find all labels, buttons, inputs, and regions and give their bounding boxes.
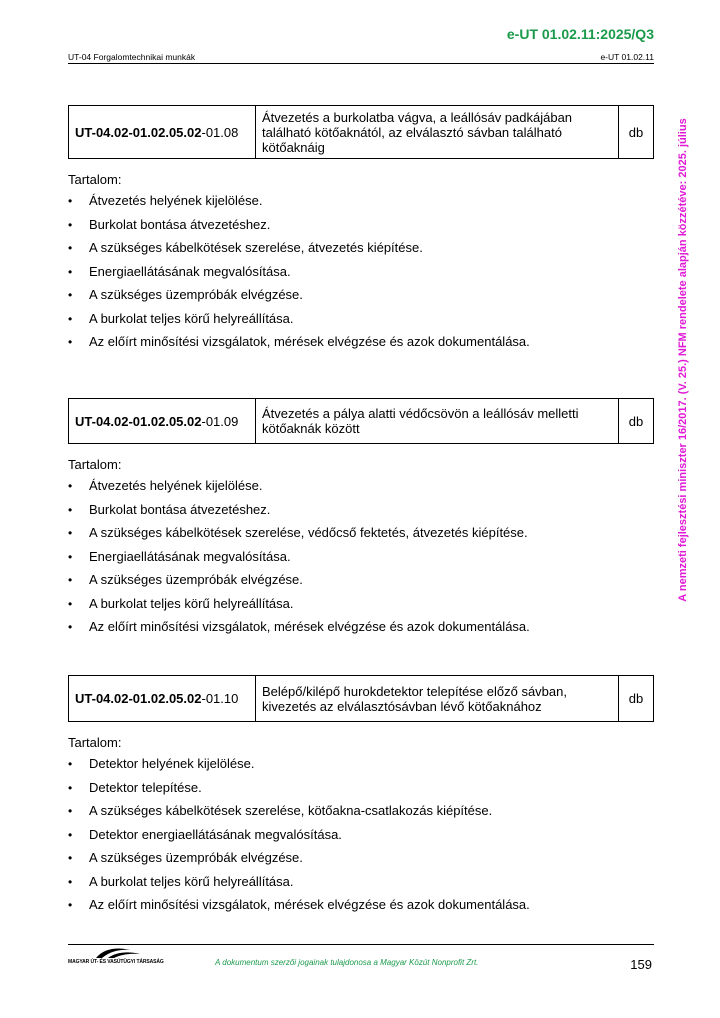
item-code (69, 106, 256, 159)
content-label: Tartalom: (68, 735, 122, 750)
bullet-icon: • (68, 780, 73, 795)
list-item (68, 572, 654, 596)
content-list (68, 478, 654, 643)
bullet-icon: • (68, 620, 73, 634)
list-item-text: Az előírt minősítési vizsgálatok, mérések elvégzése és azok dokumentálása. (89, 897, 530, 912)
list-item-text: A burkolat teljes körű helyreállítása. (89, 595, 294, 611)
list-item-text: A szükséges üzempróbák elvégzése. (89, 287, 303, 302)
copyright-note: A dokumentum szerzői jogainak tulajdonosa a Magyar Közút Nonprofit Zrt. (215, 958, 479, 967)
item-unit: db (619, 676, 654, 722)
list-item (68, 780, 654, 804)
item-description: Belépő/kilépő hurokdetektor telepítése előző sávban, kivezetés az elválasztósávban lévő kötőaknához (256, 676, 619, 722)
content-label: Tartalom: (68, 457, 122, 472)
logo-swoosh-icon (68, 946, 163, 960)
list-item-text: A szükséges üzempróbák elvégzése. (89, 572, 303, 587)
logo-text: MAGYAR ÚT- ÉS VASÚTÜGYI TÁRSASÁG (68, 959, 164, 965)
content-list (68, 756, 654, 921)
list-item-text: A burkolat teljes körű helyreállítása. (89, 310, 294, 326)
item-code (69, 399, 256, 444)
list-item (68, 240, 654, 264)
list-item (68, 596, 654, 620)
list-item-text: A szükséges kábelkötések szerelése, kötőakna-csatlakozás kiépítése. (89, 803, 493, 818)
list-item-text: Burkolat bontása átvezetéshez. (89, 501, 271, 517)
list-item-text: Átvezetés helyének kijelölése. (89, 478, 263, 493)
bullet-icon: • (68, 335, 73, 349)
list-item (68, 217, 654, 241)
running-header (68, 50, 654, 64)
list-item (68, 193, 654, 217)
list-item-text: Burkolat bontása átvezetéshez. (89, 216, 271, 232)
item-code (69, 676, 256, 722)
side-publication-note (668, 90, 698, 630)
item-header-table (68, 398, 654, 444)
bullet-icon: • (68, 757, 73, 771)
item-unit: db (619, 399, 654, 444)
item-code-bold: UT-04.02-01.02.05.02 (75, 124, 202, 140)
list-item-text: A szükséges kábelkötések szerelése, védőcső fektetés, átvezetés kiépítése. (89, 525, 528, 540)
item-description: Átvezetés a burkolatba vágva, a leállósáv padkájában található kötőaknától, az elválasztó sávban található kötőaknáig (256, 106, 619, 159)
header-doc-ref: e-UT 01.02.11 (600, 52, 654, 62)
list-item-text: Detektor telepítése. (89, 779, 202, 795)
bullet-icon: • (68, 194, 73, 208)
bullet-icon: • (68, 804, 73, 818)
bullet-icon: • (68, 549, 73, 564)
list-item (68, 850, 654, 874)
bullet-icon: • (68, 241, 73, 255)
list-item (68, 502, 654, 526)
society-logo (68, 946, 163, 968)
bullet-icon: • (68, 288, 73, 302)
bullet-icon: • (68, 217, 73, 232)
list-item-text: Detektor helyének kijelölése. (89, 756, 255, 771)
list-item-text: Az előírt minősítési vizsgálatok, mérések elvégzése és azok dokumentálása. (89, 334, 530, 349)
list-item (68, 264, 654, 288)
list-item (68, 803, 654, 827)
item-description: Átvezetés a pálya alatti védőcsövön a leállósáv melletti kötőaknák között (256, 399, 619, 444)
list-item (68, 525, 654, 549)
side-note-text: A nemzeti fejlesztési miniszter 16/2017. (V. 25.) NFM rendelete alapján közzétéve: 2025. július (677, 118, 689, 602)
bullet-icon: • (68, 874, 73, 889)
list-item (68, 874, 654, 898)
bullet-icon: • (68, 827, 73, 842)
list-item-text: A burkolat teljes körű helyreállítása. (89, 873, 294, 889)
list-item-text: Detektor energiaellátásának megvalósítása. (89, 826, 342, 842)
header-chapter: UT-04 Forgalomtechnikai munkák (68, 52, 196, 62)
list-item (68, 287, 654, 311)
list-item (68, 619, 654, 643)
list-item (68, 478, 654, 502)
item-code-bold: UT-04.02-01.02.05.02 (75, 691, 202, 706)
list-item (68, 311, 654, 335)
item-code-suffix: -01.10 (201, 691, 239, 706)
list-item-text: Energiaellátásának megvalósítása. (89, 263, 291, 279)
list-item-text: Energiaellátásának megvalósítása. (89, 548, 291, 564)
bullet-icon: • (68, 311, 73, 326)
item-section (68, 398, 654, 643)
item-code-suffix: -01.09 (201, 413, 239, 429)
list-item (68, 897, 654, 921)
item-section (68, 675, 654, 921)
bullet-icon: • (68, 526, 73, 540)
list-item-text: Átvezetés helyének kijelölése. (89, 193, 263, 208)
bullet-icon: • (68, 502, 73, 517)
document-code: e-UT 01.02.11:2025/Q3 (506, 26, 654, 42)
content-list (68, 193, 654, 358)
bullet-icon: • (68, 898, 73, 912)
footer-divider (68, 944, 654, 945)
list-item-text: A szükséges kábelkötések szerelése, átvezetés kiépítése. (89, 240, 423, 255)
item-header-table (68, 105, 654, 159)
item-header-table (68, 675, 654, 722)
bullet-icon: • (68, 264, 73, 279)
item-code-suffix: -01.08 (201, 124, 239, 140)
bullet-icon: • (68, 479, 73, 493)
content-label: Tartalom: (68, 172, 122, 187)
bullet-icon: • (68, 851, 73, 865)
list-item-text: A szükséges üzempróbák elvégzése. (89, 850, 303, 865)
bullet-icon: • (68, 573, 73, 587)
list-item-text: Az előírt minősítési vizsgálatok, mérések elvégzése és azok dokumentálása. (89, 619, 530, 634)
page-number: 159 (630, 957, 652, 972)
list-item (68, 756, 654, 780)
item-section (68, 105, 654, 358)
list-item (68, 827, 654, 851)
list-item (68, 334, 654, 358)
item-code-bold: UT-04.02-01.02.05.02 (75, 413, 202, 429)
bullet-icon: • (68, 596, 73, 611)
item-unit: db (619, 106, 654, 159)
list-item (68, 549, 654, 573)
